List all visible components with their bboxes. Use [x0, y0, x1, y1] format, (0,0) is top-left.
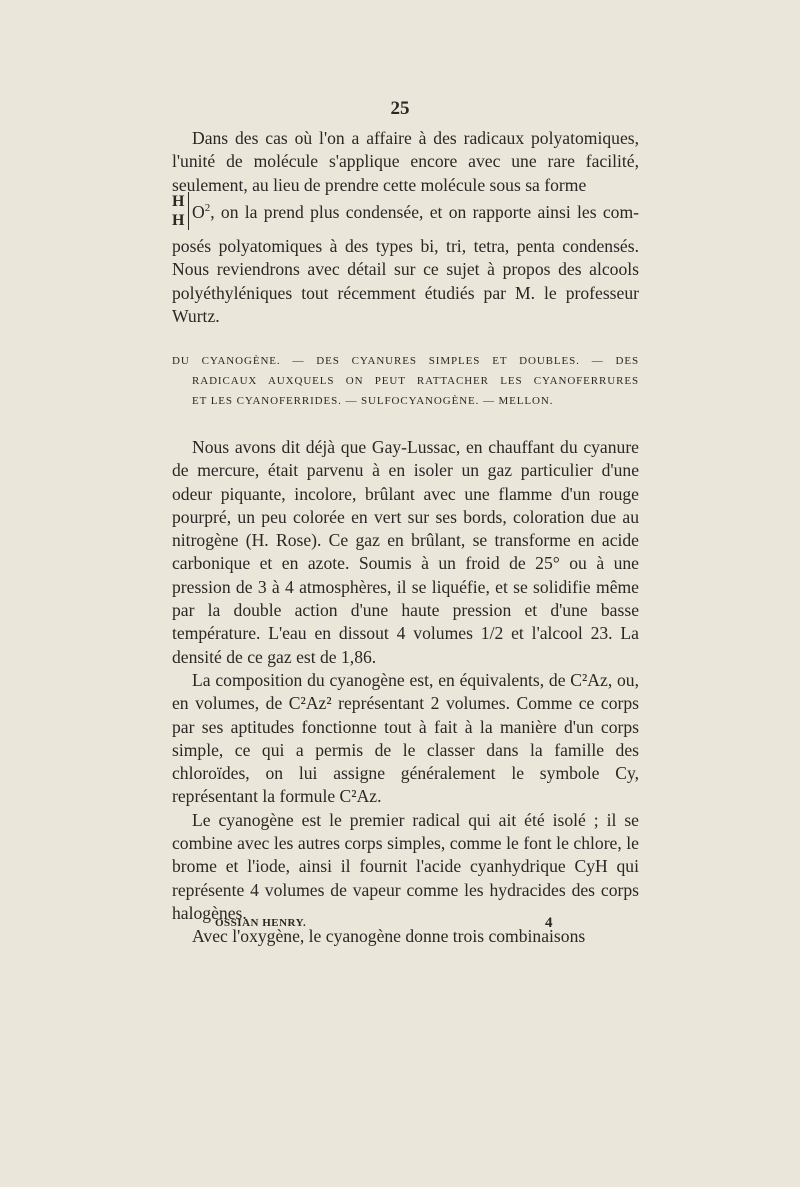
paragraph-text: posés polyatomiques à des types bi, tri, tetra, penta condensés. Nous reviendrons avec détail sur ce sujet à propos des alcools polyéthyléniques tout récemment étudiés par M. le professeur Wurtz.: [172, 236, 639, 326]
page-number: 25: [390, 98, 410, 119]
formula-o-superscript: 2: [204, 202, 211, 215]
formula-h-top: H: [172, 193, 185, 210]
paragraph-polyatomiques: [172, 235, 639, 328]
formula-line: [172, 192, 639, 232]
formula-o: O: [192, 202, 205, 222]
paragraph-text: Dans des cas où l'on a affaire à des radicaux polyatomiques, l'unité de molécule s'applique encore avec une rare facilité, seulement, au lieu de prendre cette molécule sous sa forme: [172, 128, 639, 195]
formula-text: [192, 202, 639, 223]
body-text: [172, 436, 639, 949]
paragraph-radical: Le cyanogène est le premier radical qui ait été isolé ; il se combine avec les autres corps simples, comme le font le chlore, le brome et l'iode, ainsi il fournit l'acide cyanhydrique CyH qui représente 4 volumes de vapeur comme les hydracides des corps halogènes.: [172, 809, 639, 923]
formula-h-bottom: H: [172, 212, 185, 229]
formula-bracket: [172, 192, 189, 230]
section-heading: [172, 351, 639, 411]
page-footer: [0, 917, 800, 937]
paragraph-oxygene: Avec l'oxygène, le cyanogène donne trois combinaisons: [192, 926, 586, 947]
footer-signature-mark: 4: [545, 915, 553, 931]
heading-line-1: DU CYANOGÈNE. — DES CYANURES SIMPLES ET DOUBLES. — DES: [172, 355, 639, 367]
heading-line-2: RADICAUX AUXQUELS ON PEUT RATTACHER LES CYANOFERRURES: [192, 375, 639, 387]
paragraph-composition: La composition du cyanogène est, en équivalents, de C²Az, ou, en volumes, de C²Az² représentant 2 volumes. Comme ce corps par ses aptitudes fonctionne tout à fait à la manière d'un corps simple, ce qui a permis de le classer dans la famille des chloroïdes, on lui assigne généralement le symbole Cy, représentant la formule C²Az.: [172, 669, 639, 807]
formula-continuation: , on la prend plus condensée, et on rapporte ainsi les com-: [210, 202, 639, 222]
heading-line-3: ET LES CYANOFERRIDES. — SULFOCYANOGÈNE. — MELLON.: [192, 395, 554, 407]
footer-author: OSSIAN HENRY.: [215, 917, 307, 929]
paragraph-gay-lussac: Nous avons dit déjà que Gay-Lussac, en chauffant du cyanure de mercure, était parvenu à en isoler un gaz particulier d'une odeur piquante, incolore, brûlant avec une flamme d'un rouge pourpré, un peu colorée en vert sur ses bords, coloration due au nitrogène (H. Rose). Ce gaz en brûlant, se transforme en acide carbonique et en azote. Soumis à un froid de 25° ou à une pression de 3 à 4 atmosphères, il se liquéfie, et se solidifie même par la double action d'une haute pression et d'une basse température. L'eau en dissout 4 volumes 1/2 et l'alcool 23. La densité de ce gaz est de 1,86.: [172, 437, 639, 667]
paragraph-radicaux: [172, 127, 639, 197]
